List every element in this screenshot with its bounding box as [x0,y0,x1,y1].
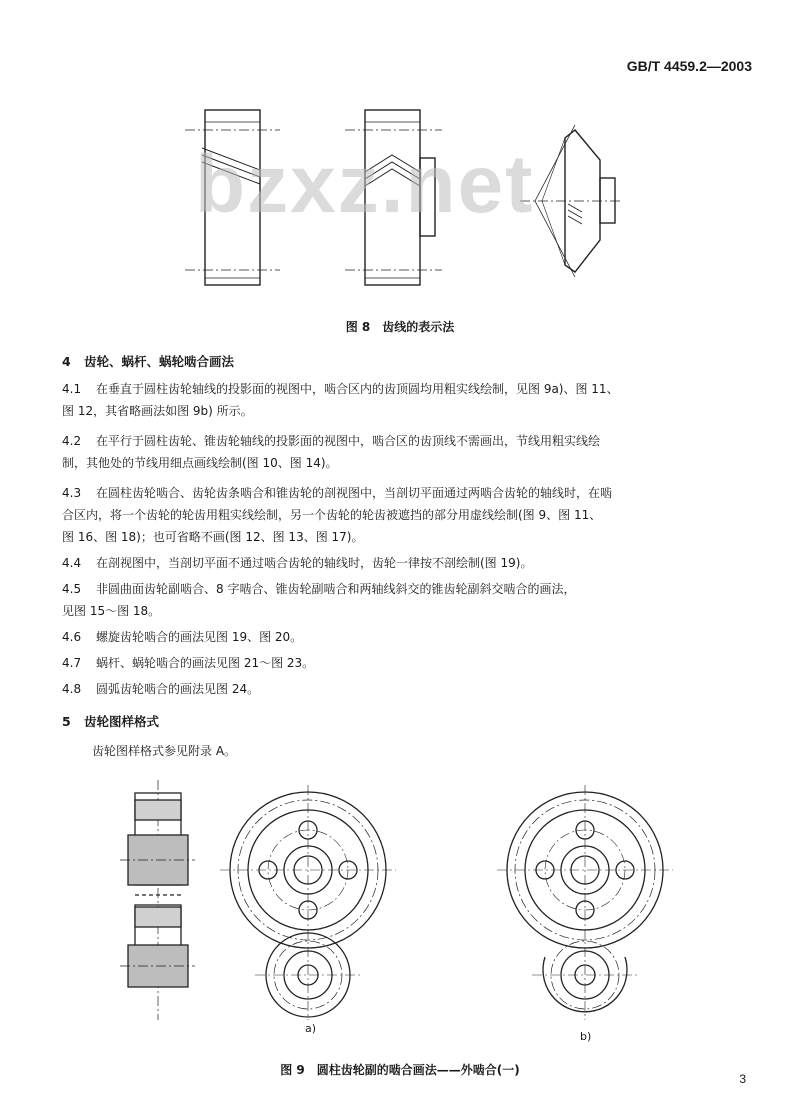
section-4-heading [62,352,234,370]
clause-text: 在平行于圆柱齿轮、锥齿轮轴线的投影面的视图中，啮合区的齿顶线不需画出，节线用粗实线绘 [96,434,601,448]
clause-text: 圆弧齿轮啮合的画法见图 24。 [96,682,260,696]
clause-text: 在剖视图中，当剖切平面不通过啮合齿轮的轴线时，齿轮一律按不剖绘制(图 19)。 [96,556,533,570]
section-5-heading [62,712,159,730]
clause-number: 4.1 [62,382,82,396]
figure-9-drawing [120,775,740,1025]
gear-pair-view-a [220,785,396,1020]
clause-number: 4.4 [62,556,82,570]
clause-number: 4.5 [62,582,82,596]
standard-code: GB/T 4459.2—2003 [626,58,752,74]
figure-9b-label: b) [580,1030,592,1043]
figure-8-caption: 图 8 齿线的表示法 [345,320,455,334]
clause-4-4 [62,552,750,574]
bevel-gear-side-view [520,125,620,277]
figure-9a-label: a) [305,1022,317,1035]
section-number: 5 [62,714,71,729]
clause-4-3 [62,482,750,548]
section-number: 4 [62,354,71,369]
clause-4-1 [62,378,750,422]
clause-text: 蜗杆、蜗轮啮合的画法见图 21～图 23。 [96,656,315,670]
section-title: 齿轮图样格式 [84,714,160,729]
clause-text-cont: 图 12，其省略画法如图 9b) 所示。 [62,404,253,418]
figure-9-caption: 图 9 圆柱齿轮副的啮合画法——外啮合(一) [280,1063,520,1077]
watermark: bzxz.net [195,139,535,230]
clause-text: 在圆柱齿轮啮合、齿轮齿条啮合和锥齿轮的剖视图中，当剖切平面通过两啮合齿轮的轴线时，在啮 [96,486,613,500]
clause-text-cont: 见图 15～图 18。 [62,604,161,618]
clause-4-7 [62,652,750,674]
gear-pair-section-view [120,780,195,1020]
clause-4-2 [62,430,750,474]
clause-text-cont: 合区内，将一个齿轮的轮齿用粗实线绘制，另一个齿轮的轮齿被遮挡的部分用虚线绘制(图 9、图 11、 [62,508,602,522]
clause-number: 4.3 [62,486,82,500]
clause-number: 4.2 [62,434,82,448]
clause-text-cont: 制，其他处的节线用细点画线绘制(图 10、图 14)。 [62,456,338,470]
clause-4-5 [62,578,750,622]
clause-text: 非圆曲面齿轮副啮合、8 字啮合、锥齿轮副啮合和两轴线斜交的锥齿轮副斜交啮合的画法， [96,582,576,596]
clause-number: 4.7 [62,656,82,670]
gear-pair-view-b [497,785,673,1020]
clause-4-6 [62,626,750,648]
clause-text: 螺旋齿轮啮合的画法见图 19、图 20。 [96,630,303,644]
clause-number: 4.6 [62,630,82,644]
clause-text: 在垂直于圆柱齿轮轴线的投影面的视图中，啮合区内的齿顶圆均用粗实线绘制，见图 9a)、图 11、 [96,382,619,396]
clause-4-8 [62,678,750,700]
clause-number: 4.8 [62,682,82,696]
clause-text-cont: 图 16、图 18)；也可省略不画(图 12、图 13、图 17)。 [62,530,364,544]
section-5-text: 齿轮图样格式参见附录 A。 [92,744,237,758]
section-title: 齿轮、蜗杆、蜗轮啮合画法 [84,354,235,369]
page-number: 3 [739,1072,746,1086]
